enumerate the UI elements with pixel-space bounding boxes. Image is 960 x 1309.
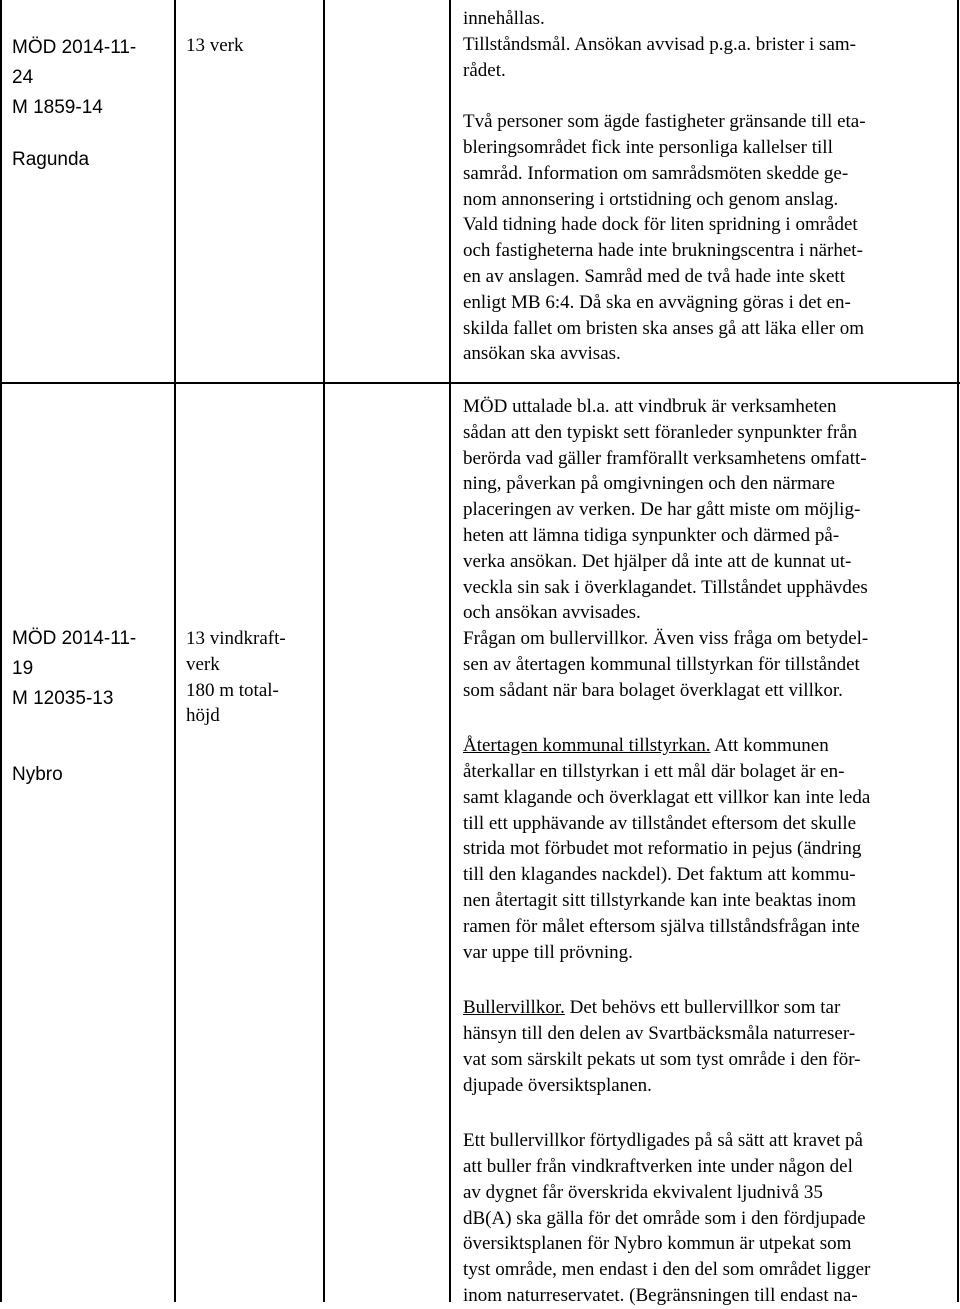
municipality: Nybro	[12, 764, 63, 785]
comment-line: ansökan ska avvisas.	[463, 343, 621, 365]
comment-line: MÖD uttalade bl.a. att vindbruk är verksamheten	[463, 396, 837, 417]
comment-line: var uppe till prövning.	[463, 941, 633, 963]
comment-line: skilda fallet om bristen ska anses gå att läka eller om	[463, 317, 864, 339]
comment-line: bleringsområdet fick inte personliga kallelser till	[463, 136, 833, 158]
case-number: MÖD 2014-11-	[12, 37, 137, 58]
paragraph-heading-line	[463, 733, 953, 759]
comment-line: vat som särskilt pekats ut som tyst område i den för-	[463, 1048, 861, 1070]
case-cell-row-2	[12, 624, 170, 790]
table-border-left	[0, 0, 2, 1302]
project-cell-row-2	[186, 626, 318, 729]
blank-line	[463, 83, 953, 109]
comment-line: ramen för målet eftersom själva tillståndsfrågan inte	[463, 915, 860, 937]
comment-line: nom annonsering i ortstidning och genom anslag.	[463, 188, 839, 210]
comment-line: Tillståndsmål. Ansökan avvisad p.g.a. brister i sam-	[463, 33, 856, 55]
project-description: 180 m total-	[186, 679, 279, 701]
heading-retracted-approval: Återtagen kommunal tillstyrkan.	[463, 735, 711, 757]
comment-text: Det behövs ett bullervillkor som tar	[564, 997, 841, 1019]
comment-line: djupade översiktsplanen.	[463, 1074, 652, 1096]
case-number: MÖD 2014-11-	[12, 628, 137, 649]
heading-noise-condition: Bullervillkor.	[463, 997, 565, 1019]
row-divider	[0, 382, 960, 384]
comment-line: strida mot förbudet mot reformatio in pejus (ändring	[463, 838, 862, 860]
comment-line: att buller från vindkraftverken inte under någon del	[463, 1155, 853, 1177]
case-number: M 1859-14	[12, 97, 103, 118]
comment-line: innehållas.	[463, 8, 545, 29]
comment-line: samt klagande och överklagat ett villkor kan inte leda	[463, 786, 871, 808]
comment-line: Ett bullervillkor förtydligades på så sätt att kravet på	[463, 1130, 863, 1152]
column-divider-2	[323, 0, 325, 1302]
project-description: 13 vindkraft-	[186, 628, 286, 649]
comment-line: rådet.	[463, 59, 506, 81]
comment-line: och ansökan avvisades.	[463, 602, 641, 624]
comment-cell-row-1	[463, 6, 953, 367]
column-divider-3	[449, 0, 451, 1302]
comment-line: tyst område, men endast i den del som området ligger	[463, 1259, 871, 1281]
comment-line: återkallar en tillstyrkan i ett mål där bolaget är en-	[463, 760, 845, 782]
comment-cell-row-2	[463, 626, 953, 1309]
comment-line: nen återtagit sitt tillstyrkande kan inte beaktas inom	[463, 889, 857, 911]
column-divider-1	[174, 0, 176, 1302]
comment-line: samråd. Information om samrådsmöten skedde ge-	[463, 162, 849, 184]
comment-line: översiktsplanen för Nybro kommun är utpekat som	[463, 1233, 852, 1255]
municipality: Ragunda	[12, 149, 90, 170]
comment-line: sen av återtagen kommunal tillstyrkan för tillståndet	[463, 653, 860, 675]
comment-line: placeringen av verken. De har gått miste om möjlig-	[463, 499, 861, 521]
project-cell-row-1	[186, 33, 318, 59]
case-number: 24	[12, 67, 34, 88]
comment-line: och fastigheterna hade inte brukningscentra i närhet-	[463, 240, 863, 262]
comment-line: av dygnet får överskrida ekvivalent ljudnivå 35	[463, 1181, 823, 1203]
comment-line: veckla sin sak i överklagandet. Tillståndet upphävdes	[463, 576, 868, 598]
project-description: höjd	[186, 705, 220, 727]
comment-line: Vald tidning hade dock för liten spridning i området	[463, 214, 858, 236]
paragraph-heading-line	[463, 995, 953, 1021]
comment-line: heten att lämna tidiga synpunkter och därmed på-	[463, 524, 840, 546]
table-border-right	[957, 0, 959, 1302]
project-description: 13 verk	[186, 35, 244, 56]
comment-text: Att kommunen	[710, 735, 829, 757]
comment-line: inom naturreservatet. (Begränsningen till endast na-	[463, 1284, 858, 1306]
case-number: M 12035-13	[12, 688, 114, 709]
project-description: verk	[186, 653, 220, 675]
comment-line: sådan att den typiskt sett föranleder synpunkter från	[463, 421, 858, 443]
blank-line	[463, 703, 953, 729]
comment-line: en av anslagen. Samråd med de två hade inte skett	[463, 265, 845, 287]
comment-line: som sådant när bara bolaget överklagat ett villkor.	[463, 679, 843, 701]
comment-line: dB(A) ska gälla för det område som i den fördjupade	[463, 1207, 866, 1229]
comment-line: Frågan om bullervillkor. Även viss fråga om betydel-	[463, 628, 869, 649]
comment-line: hänsyn till den delen av Svartbäcksmåla naturreser-	[463, 1022, 856, 1044]
comment-line: till den klagandes nackdel). Det faktum att kommu-	[463, 864, 856, 886]
blank-line	[463, 965, 953, 991]
comment-line: berörda vad gäller framförallt verksamhetens omfatt-	[463, 447, 867, 469]
comment-line: till ett upphävande av tillståndet eftersom det skulle	[463, 812, 857, 834]
comment-line: ning, påverkan på omgivningen och den närmare	[463, 473, 835, 495]
case-number: 19	[12, 658, 34, 679]
comment-line: verka ansökan. Det hjälper då inte att de kunnat ut-	[463, 550, 852, 572]
comment-cell-row-1-continued	[463, 394, 953, 626]
case-cell-row-1	[12, 33, 170, 175]
comment-line: enligt MB 6:4. Då ska en avvägning göras i det en-	[463, 291, 851, 313]
comment-line: Två personer som ägde fastigheter gränsande till eta-	[463, 111, 866, 133]
blank-line	[463, 1098, 953, 1124]
